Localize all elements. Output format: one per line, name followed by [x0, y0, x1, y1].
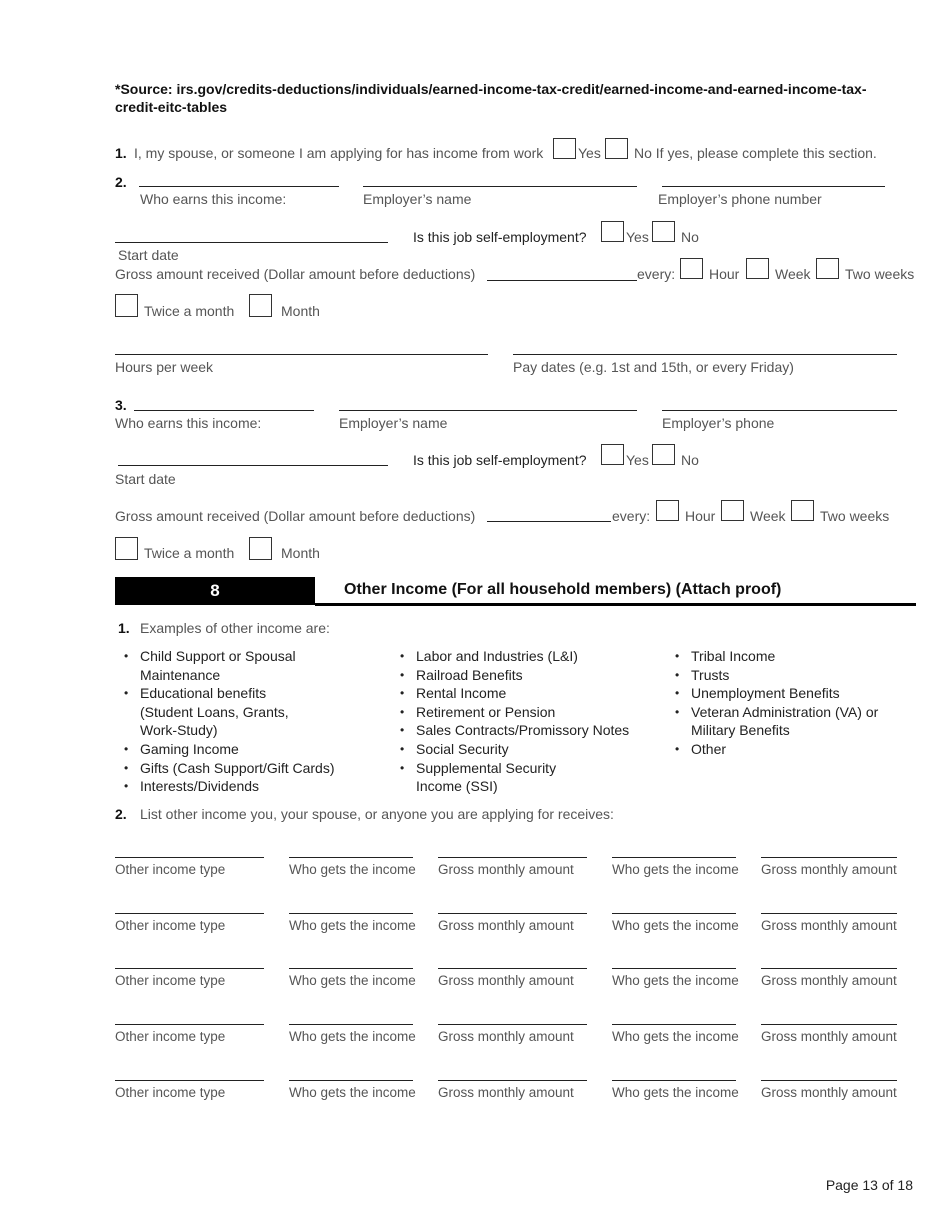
income-row-1-field-5[interactable]	[761, 857, 897, 858]
q1-number: 1.	[115, 145, 127, 161]
income-row-3-field-3[interactable]	[438, 968, 587, 969]
job2-self-emp-no-label: No	[681, 452, 699, 468]
income-row-2-field-1[interactable]	[115, 913, 264, 914]
job2-self-emp-no-checkbox[interactable]	[652, 444, 675, 465]
job2-hour-label: Hour	[685, 508, 716, 524]
list-item: • Sales Contracts/Promissory Notes	[391, 721, 661, 740]
income-row-5-label-1: Other income type	[115, 1085, 226, 1100]
job1-who-field[interactable]	[139, 186, 339, 187]
list-item: • Interests/Dividends	[115, 777, 375, 796]
job2-phone-label: Employer’s phone	[662, 415, 775, 431]
job1-gross-label: Gross amount received (Dollar amount before deductions)	[115, 266, 476, 282]
income-row-4-label-1: Other income type	[115, 1029, 226, 1044]
income-row-4-label-3: Gross monthly amount	[438, 1029, 574, 1044]
list-item: • Retirement or Pension	[391, 703, 661, 722]
job1-employer-field[interactable]	[363, 186, 637, 187]
list-item: • Gaming Income	[115, 740, 375, 759]
income-row-1-label-2: Who gets the income	[289, 862, 416, 877]
section-8-title: Other Income (For all household members) (Attach proof)	[344, 581, 782, 598]
list-item: • Supplemental Security Income (SSI)	[391, 759, 586, 796]
job1-two-weeks-checkbox[interactable]	[816, 258, 839, 279]
income-row-4-field-4[interactable]	[612, 1024, 736, 1025]
income-row-5-label-4: Who gets the income	[612, 1085, 739, 1100]
list-item: • Tribal Income	[666, 647, 916, 666]
s8-q1-number: 1.	[118, 620, 130, 636]
job1-week-label: Week	[775, 266, 811, 282]
income-row-3-label-3: Gross monthly amount	[438, 973, 574, 988]
job1-self-emp-yes-label: Yes	[626, 229, 649, 245]
list-item: • Rental Income	[391, 684, 661, 703]
job2-self-employment-question: Is this job self-employment?	[413, 452, 587, 468]
income-row-2-label-3: Gross monthly amount	[438, 918, 574, 933]
job2-week-checkbox[interactable]	[721, 500, 744, 521]
job2-who-field[interactable]	[134, 410, 314, 411]
job2-gross-field[interactable]	[487, 521, 611, 522]
income-row-4-label-5: Gross monthly amount	[761, 1029, 897, 1044]
job1-twice-month-checkbox[interactable]	[115, 294, 138, 317]
income-row-1-label-5: Gross monthly amount	[761, 862, 897, 877]
q1-no-label: No If yes, please complete this section.	[634, 145, 877, 161]
job2-two-weeks-checkbox[interactable]	[791, 500, 814, 521]
job2-twice-month-checkbox[interactable]	[115, 537, 138, 560]
job2-self-emp-yes-checkbox[interactable]	[601, 444, 624, 465]
income-row-2-label-4: Who gets the income	[612, 918, 739, 933]
income-row-5-field-5[interactable]	[761, 1080, 897, 1081]
income-row-3-label-5: Gross monthly amount	[761, 973, 897, 988]
income-row-5-field-1[interactable]	[115, 1080, 264, 1081]
list-item: • Gifts (Cash Support/Gift Cards)	[115, 759, 375, 778]
income-row-1-label-1: Other income type	[115, 862, 226, 877]
income-row-5-field-3[interactable]	[438, 1080, 587, 1081]
job1-phone-label: Employer’s phone number	[658, 191, 822, 207]
job1-hour-label: Hour	[709, 266, 740, 282]
income-row-4-field-1[interactable]	[115, 1024, 264, 1025]
income-row-2-label-5: Gross monthly amount	[761, 918, 897, 933]
job2-start-date-field[interactable]	[118, 465, 388, 466]
income-row-3-label-2: Who gets the income	[289, 973, 416, 988]
income-row-1-field-1[interactable]	[115, 857, 264, 858]
income-row-2-field-4[interactable]	[612, 913, 736, 914]
job1-start-date-label: Start date	[118, 247, 179, 263]
list-item: • Labor and Industries (L&I)	[391, 647, 661, 666]
list-item: • Veteran Administration (VA) or Military Benefits	[666, 703, 896, 740]
income-row-5-label-2: Who gets the income	[289, 1085, 416, 1100]
job2-employer-label: Employer’s name	[339, 415, 448, 431]
job1-employer-label: Employer’s name	[363, 191, 472, 207]
job1-pay-dates-field[interactable]	[513, 354, 897, 355]
job2-month-checkbox[interactable]	[249, 537, 272, 560]
income-row-1-field-2[interactable]	[289, 857, 413, 858]
q1-no-checkbox[interactable]	[605, 138, 628, 159]
source-url: irs.gov/credits-deductions/individuals/earned-income-tax-credit/earned-income-and-earned-income-tax-credit-eitc-tables	[115, 81, 867, 115]
job2-start-date-label: Start date	[115, 471, 176, 487]
other-income-examples-col1	[115, 647, 375, 796]
s8-q2-text: List other income you, your spouse, or anyone you are applying for receives:	[140, 806, 614, 822]
source-note	[115, 80, 905, 116]
job1-month-label: Month	[281, 303, 320, 319]
income-row-4-field-5[interactable]	[761, 1024, 897, 1025]
job2-hour-checkbox[interactable]	[656, 500, 679, 521]
income-row-2-label-1: Other income type	[115, 918, 226, 933]
income-row-1-field-3[interactable]	[438, 857, 587, 858]
job1-self-emp-no-label: No	[681, 229, 699, 245]
list-item: • Child Support or Spousal Maintenance	[115, 647, 375, 684]
job1-every-label: every:	[637, 266, 676, 282]
section-8-number: 8	[115, 577, 315, 605]
s8-q1-text: Examples of other income are:	[140, 620, 330, 636]
job1-month-checkbox[interactable]	[249, 294, 272, 317]
job2-gross-label: Gross amount received (Dollar amount before deductions)	[115, 508, 476, 524]
income-row-5-label-3: Gross monthly amount	[438, 1085, 574, 1100]
other-income-examples-col3	[666, 647, 916, 759]
job1-twice-month-label: Twice a month	[144, 303, 235, 319]
income-row-2-label-2: Who gets the income	[289, 918, 416, 933]
job2-month-label: Month	[281, 545, 320, 561]
job2-self-emp-yes-label: Yes	[626, 452, 649, 468]
job2-number: 3.	[115, 397, 127, 413]
job1-self-emp-yes-checkbox[interactable]	[601, 221, 624, 242]
job1-self-employment-question: Is this job self-employment?	[413, 229, 587, 245]
job1-gross-field[interactable]	[487, 280, 637, 281]
income-row-2-field-2[interactable]	[289, 913, 413, 914]
income-row-5-field-4[interactable]	[612, 1080, 736, 1081]
income-row-4-label-2: Who gets the income	[289, 1029, 416, 1044]
list-item: • Social Security	[391, 740, 661, 759]
income-row-3-label-1: Other income type	[115, 973, 226, 988]
list-item: • Educational benefits (Student Loans, Grants, Work-Study)	[115, 684, 310, 740]
q1-yes-label: Yes	[578, 145, 601, 161]
source-prefix: *Source:	[115, 81, 173, 97]
job1-hours-label: Hours per week	[115, 359, 214, 375]
income-row-3-field-1[interactable]	[115, 968, 264, 969]
job2-phone-field[interactable]	[662, 410, 897, 411]
income-row-3-field-2[interactable]	[289, 968, 413, 969]
income-row-4-field-2[interactable]	[289, 1024, 413, 1025]
q1-yes-checkbox[interactable]	[553, 138, 576, 159]
income-row-3-label-4: Who gets the income	[612, 973, 739, 988]
job1-self-emp-no-checkbox[interactable]	[652, 221, 675, 242]
list-item: • Unemployment Benefits	[666, 684, 916, 703]
income-row-1-label-3: Gross monthly amount	[438, 862, 574, 877]
list-item: • Railroad Benefits	[391, 666, 661, 685]
job1-week-checkbox[interactable]	[746, 258, 769, 279]
income-row-2-field-5[interactable]	[761, 913, 897, 914]
job2-every-label: every:	[612, 508, 651, 524]
income-row-5-label-5: Gross monthly amount	[761, 1085, 897, 1100]
job2-two-weeks-label: Two weeks	[820, 508, 890, 524]
income-row-1-label-4: Who gets the income	[612, 862, 739, 877]
job1-phone-field[interactable]	[662, 186, 885, 187]
income-row-2-field-3[interactable]	[438, 913, 587, 914]
income-row-5-field-2[interactable]	[289, 1080, 413, 1081]
income-row-1-field-4[interactable]	[612, 857, 736, 858]
list-item: • Trusts	[666, 666, 916, 685]
job1-hours-field[interactable]	[115, 354, 488, 355]
job1-number: 2.	[115, 174, 127, 190]
list-item: • Other	[666, 740, 916, 759]
page-number: Page 13 of 18	[825, 1177, 913, 1193]
income-row-3-field-5[interactable]	[761, 968, 897, 969]
income-row-3-field-4[interactable]	[612, 968, 736, 969]
other-income-examples-col2	[391, 647, 661, 796]
job1-who-label: Who earns this income:	[140, 191, 287, 207]
income-row-4-field-3[interactable]	[438, 1024, 587, 1025]
job1-two-weeks-label: Two weeks	[845, 266, 915, 282]
section-8-rule	[315, 603, 916, 606]
income-row-4-label-4: Who gets the income	[612, 1029, 739, 1044]
s8-q2-number: 2.	[115, 806, 127, 822]
job1-start-date-field[interactable]	[115, 242, 388, 243]
job2-who-label: Who earns this income:	[115, 415, 262, 431]
job2-employer-field[interactable]	[339, 410, 637, 411]
job2-week-label: Week	[750, 508, 786, 524]
job2-twice-month-label: Twice a month	[144, 545, 235, 561]
q1-text: I, my spouse, or someone I am applying for has income from work	[134, 145, 544, 161]
job1-pay-dates-label: Pay dates (e.g. 1st and 15th, or every Friday)	[513, 359, 794, 375]
job1-hour-checkbox[interactable]	[680, 258, 703, 279]
